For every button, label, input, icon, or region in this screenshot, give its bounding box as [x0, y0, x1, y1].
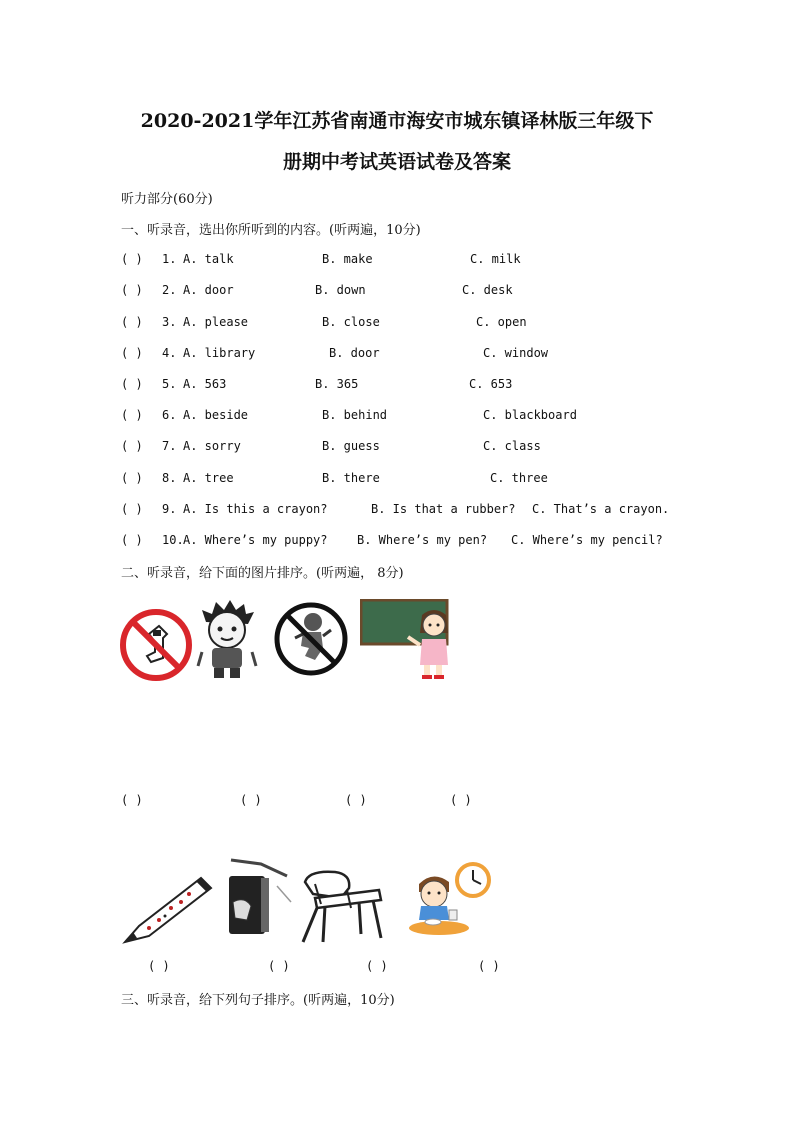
answer-blank[interactable]: ( ) — [148, 959, 170, 973]
girl-at-blackboard-icon — [360, 599, 456, 681]
option-a: A. Is this a crayon? — [183, 502, 328, 516]
listening-header: 听力部分(60分) — [121, 192, 213, 207]
answer-blank[interactable]: ( ) — [121, 408, 143, 422]
question-row — [0, 377, 794, 395]
question-row — [0, 533, 794, 551]
option-b: B. close — [322, 315, 380, 329]
question-row — [0, 315, 794, 333]
question-number: 1. — [162, 252, 177, 266]
option-a: A. Where’s my puppy? — [183, 533, 328, 547]
boy-breakfast-clock-icon — [405, 862, 491, 940]
question-row — [0, 346, 794, 364]
answer-blank[interactable]: ( ) — [121, 283, 143, 297]
option-a: A. library — [183, 346, 256, 360]
option-a: A. 563 — [183, 377, 227, 391]
answer-blank[interactable]: ( ) — [121, 502, 143, 516]
option-b: B. 365 — [315, 377, 359, 391]
answer-blank[interactable]: ( ) — [121, 315, 143, 329]
option-b: B. behind — [322, 408, 388, 422]
option-c: C. 653 — [469, 377, 513, 391]
answer-blank[interactable]: ( ) — [121, 439, 143, 453]
option-c: C. blackboard — [483, 408, 577, 422]
book-icon — [221, 856, 295, 938]
option-b: B. make — [322, 252, 373, 266]
option-a: A. beside — [183, 408, 249, 422]
answer-blank[interactable]: ( ) — [478, 959, 500, 973]
question-number: 5. — [162, 377, 177, 391]
question-row — [0, 471, 794, 489]
question-number: 10. — [162, 533, 184, 547]
question-number: 2. — [162, 283, 177, 297]
no-running-sign-icon — [273, 600, 349, 678]
option-c: C. three — [490, 471, 548, 485]
boy-standing-up-icon — [194, 600, 260, 680]
section2-heading: 二、听录音，给下面的图片排序。(听两遍， 8分) — [121, 566, 404, 581]
option-c: C. Where’s my pencil? — [511, 533, 663, 547]
answer-blank[interactable]: ( ) — [345, 793, 367, 807]
question-number: 9. — [162, 502, 177, 516]
option-b: B. door — [329, 346, 380, 360]
page-title-line2: 册期中考试英语试卷及答案 — [282, 151, 511, 173]
answer-blank[interactable]: ( ) — [121, 377, 143, 391]
question-row — [0, 252, 794, 270]
option-b: B. guess — [322, 439, 380, 453]
question-row — [0, 283, 794, 301]
answer-blank[interactable]: ( ) — [366, 959, 388, 973]
option-a: A. sorry — [183, 439, 241, 453]
question-number: 7. — [162, 439, 177, 453]
chair-icon — [295, 868, 385, 946]
option-b: B. there — [322, 471, 380, 485]
answer-blank[interactable]: ( ) — [268, 959, 290, 973]
option-a: A. talk — [183, 252, 234, 266]
question-number: 3. — [162, 315, 177, 329]
option-c: C. That’s a crayon. — [532, 502, 670, 516]
option-a: A. tree — [183, 471, 234, 485]
option-c: C. open — [476, 315, 527, 329]
answer-blank[interactable]: ( ) — [121, 471, 143, 485]
option-b: B. Is that a rubber? — [371, 502, 516, 516]
answer-blank[interactable]: ( ) — [121, 793, 143, 807]
page-title-line1: 2020-2021学年江苏省南通市海安市城东镇译林版三年级下 — [140, 110, 654, 132]
answer-blank[interactable]: ( ) — [240, 793, 262, 807]
question-row — [0, 439, 794, 457]
option-a: A. door — [183, 283, 234, 297]
no-littering-sign-icon — [119, 608, 193, 682]
option-c: C. desk — [462, 283, 513, 297]
option-b: B. down — [315, 283, 366, 297]
question-number: 8. — [162, 471, 177, 485]
question-row — [0, 502, 794, 520]
answer-blank[interactable]: ( ) — [121, 346, 143, 360]
question-row — [0, 408, 794, 426]
answer-blank[interactable]: ( ) — [121, 252, 143, 266]
question-number: 6. — [162, 408, 177, 422]
section3-heading: 三、听录音，给下列句子排序。(听两遍，10分) — [121, 993, 395, 1008]
answer-blank[interactable]: ( ) — [450, 793, 472, 807]
option-c: C. milk — [470, 252, 521, 266]
option-a: A. please — [183, 315, 249, 329]
answer-blank[interactable]: ( ) — [121, 533, 143, 547]
option-c: C. class — [483, 439, 541, 453]
pencil-icon — [119, 870, 215, 946]
option-c: C. window — [483, 346, 549, 360]
section1-heading: 一、听录音，选出你所听到的内容。(听两遍，10分) — [121, 223, 421, 238]
question-number: 4. — [162, 346, 177, 360]
option-b: B. Where’s my pen? — [357, 533, 488, 547]
